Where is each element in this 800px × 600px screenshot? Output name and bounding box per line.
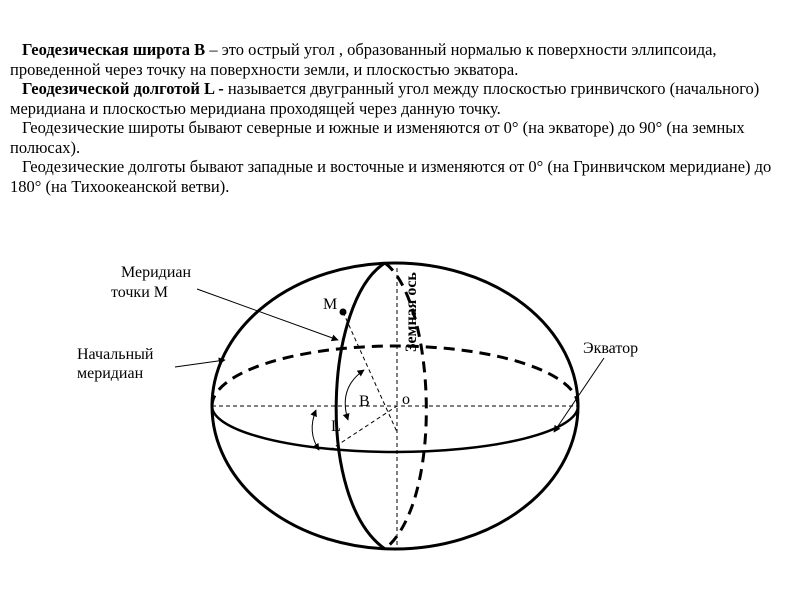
longitude-angle-arc bbox=[312, 410, 319, 450]
meridian-m-label-line1: Меридиан bbox=[121, 264, 192, 281]
latitude-b-label: B bbox=[359, 393, 370, 410]
normal-line bbox=[343, 312, 397, 432]
point-m-label: M bbox=[323, 296, 338, 313]
longitude-range-text: Геодезические долготы бывают западные и восточные и изменяются от 0° (на Гринвичском меридиане) до 180° (на Тихоокеанской ветви). bbox=[10, 157, 772, 196]
equator-label: Экватор bbox=[583, 340, 639, 357]
point-m bbox=[340, 309, 347, 316]
longitude-term: Геодезической долготой L - bbox=[22, 79, 228, 98]
equator-back-dashed bbox=[212, 346, 578, 406]
meridian-m-leader bbox=[197, 289, 338, 340]
prime-meridian-leader bbox=[175, 360, 225, 367]
prime-meridian-label-line2: меридиан bbox=[77, 365, 144, 382]
equator-front bbox=[212, 406, 578, 452]
longitude-l-label: L bbox=[331, 418, 341, 435]
center-o-label: o bbox=[402, 391, 410, 408]
latitude-definition-body: – это острый угол , образованный нормалью к поверхности эллипсоида, проведенной через точку на поверхности земли, и плоскостью экватора. bbox=[10, 40, 717, 79]
earth-axis-label: Земная ось bbox=[403, 272, 420, 352]
latitude-range-text: Геодезические широты бывают северные и южные и изменяются от 0° (на экваторе) до 90° (на земных полюсах). bbox=[10, 118, 745, 157]
longitude-definition-body: называется двугранный угол между плоскостью гринвичского (начального) меридиана и плоскостью меридиана проходящей через данную точку. bbox=[10, 79, 760, 118]
meridian-m-label-line2: точки М bbox=[111, 284, 168, 301]
equator-leader bbox=[554, 358, 604, 432]
latitude-term: Геодезическая широта В bbox=[22, 40, 206, 59]
prime-meridian-label-line1: Начальный bbox=[77, 346, 154, 363]
